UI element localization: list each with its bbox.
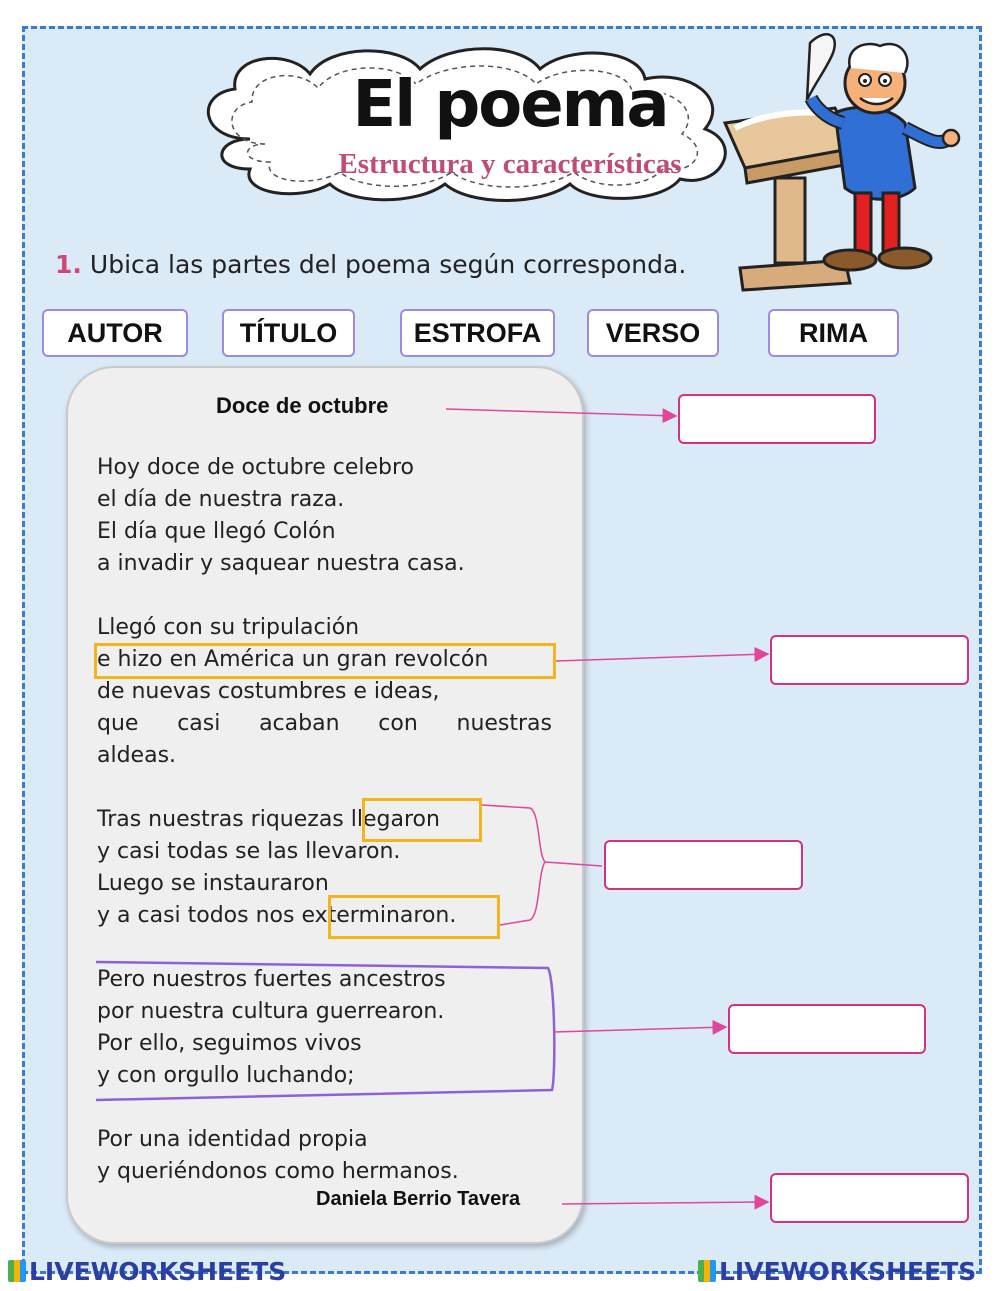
poem-line: Tras nuestras riquezas llegaron (97, 807, 440, 832)
page-subtitle: Estructura y características (338, 148, 682, 180)
poem-line: y casi todas se las llevaron. (97, 839, 401, 864)
arrow-author (562, 1202, 768, 1204)
poem-line: Luego se instauraron (97, 871, 329, 896)
poem-word: con (378, 711, 418, 736)
arrow-stanza (554, 1027, 726, 1032)
footer-logo-right (698, 1257, 976, 1286)
answer-box-title[interactable] (678, 394, 876, 444)
poem-line: por nuestra cultura guerrearon. (97, 999, 445, 1024)
poem-line: El día que llegó Colón (97, 519, 336, 544)
poem-word: casi (177, 711, 221, 736)
liveworksheets-mark-icon (8, 1260, 26, 1282)
liveworksheets-mark-icon (698, 1260, 716, 1282)
arrow-title (446, 409, 676, 416)
word-verso[interactable]: VERSO (587, 309, 719, 357)
poem-line: y queriéndonos como hermanos. (97, 1159, 459, 1184)
answer-box-verse[interactable] (770, 635, 969, 685)
page-title: El poema (352, 68, 668, 142)
rhyme-bracket (482, 805, 602, 925)
footer-logo-text: LIVEWORKSHEETS (719, 1257, 977, 1286)
poem-line: Llegó con su tripulación (97, 615, 360, 640)
poem-word: que (97, 711, 139, 736)
poem-line: a invadir y saquear nuestra casa. (97, 551, 465, 576)
poem-title: Doce de octubre (216, 393, 389, 418)
poem-line: aldeas. (97, 743, 177, 768)
stanza-bracket (96, 962, 554, 1100)
poem-line: Por una identidad propia (97, 1127, 368, 1152)
instruction-text: Ubica las partes del poema según corresponda. (89, 250, 687, 279)
word-titulo[interactable]: TÍTULO (222, 309, 355, 357)
poem-line: y con orgullo luchando; (97, 1063, 355, 1088)
footer-logo-left (8, 1257, 286, 1286)
instruction-number: 1. (55, 250, 82, 279)
word-autor[interactable]: AUTOR (42, 309, 188, 357)
poem-line: Pero nuestros fuertes ancestros (97, 967, 446, 992)
poem-word: acaban (259, 711, 340, 736)
poem-line: Por ello, seguimos vivos (97, 1031, 362, 1056)
poem-line: de nuevas costumbres e ideas, (97, 679, 440, 704)
answer-box-author[interactable] (770, 1173, 969, 1223)
poem-line: Hoy doce de octubre celebro (97, 455, 415, 480)
word-estrofa[interactable]: ESTROFA (400, 309, 555, 357)
answer-box-stanza[interactable] (728, 1004, 926, 1054)
footer-logo-text: LIVEWORKSHEETS (29, 1257, 287, 1286)
poem-author: Daniela Berrio Tavera (316, 1188, 521, 1210)
poem-line: y a casi todos nos exterminaron. (97, 903, 457, 928)
poem-line: e hizo en América un gran revolcón (97, 647, 489, 672)
answer-box-rhyme[interactable] (604, 840, 803, 890)
poem-word: nuestras (456, 711, 552, 736)
word-rima[interactable]: RIMA (768, 309, 899, 357)
arrow-verse (556, 654, 768, 661)
poem-line: el día de nuestra raza. (97, 487, 345, 512)
